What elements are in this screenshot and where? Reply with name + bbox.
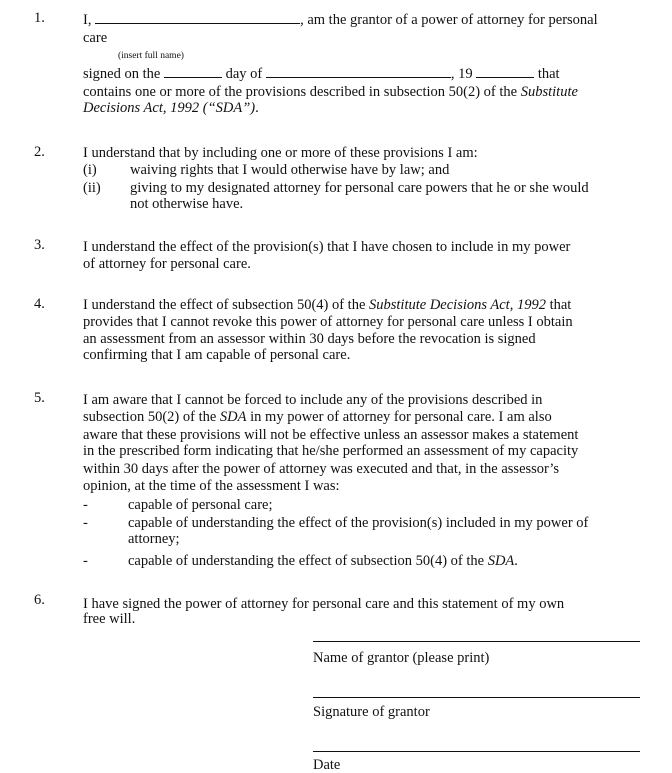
grantor-signature-label: Signature of grantor (313, 704, 430, 720)
item-2-line-1: I understand that by including one or more of these provisions I am: (83, 145, 478, 161)
bullet-text: attorney; (128, 531, 180, 547)
item-1-line-2: care (83, 30, 108, 46)
bullet-dash: - (83, 515, 88, 531)
item-4-line-4: confirming that I am capable of personal care. (83, 347, 351, 363)
item-6-line-2: free will. (83, 611, 136, 627)
day-blank[interactable] (164, 66, 222, 78)
grantor-name-blank[interactable] (95, 12, 300, 24)
bullet-dash: - (83, 553, 88, 569)
item-1-line-4: contains one or more of the provisions described in subsection 50(2) of the Substitute (83, 84, 578, 100)
item-1-line-5: Decisions Act, 1992 (“SDA”). (83, 100, 259, 116)
item-3-line-2: of attorney for personal care. (83, 256, 251, 272)
grantor-signature-line[interactable] (313, 697, 640, 698)
item-number: 3. (34, 237, 45, 253)
item-number: 4. (34, 296, 45, 312)
year-blank[interactable] (476, 66, 534, 78)
date-label: Date (313, 757, 341, 773)
insert-name-hint: (insert full name) (118, 51, 184, 61)
item-4-line-2: provides that I cannot revoke this power of attorney for personal care unless I obtain (83, 314, 573, 330)
item-number: 6. (34, 592, 45, 608)
item-4-line-1: I understand the effect of subsection 50(4) of the Substitute Decisions Act, 1992 that (83, 297, 572, 313)
item-4-line-3: an assessment from an assessor within 30 days before the revocation is signed (83, 331, 536, 347)
item-3-line-1: I understand the effect of the provision(s) that I have chosen to include in my power (83, 239, 571, 255)
item-1-line-3: signed on the day of , 19 that (83, 66, 560, 82)
sub-text: waiving rights that I would otherwise have by law; and (130, 162, 450, 178)
item-1-line-1: I, , am the grantor of a power of attorney for personal (83, 12, 598, 28)
date-line[interactable] (313, 751, 640, 752)
sub-text: not otherwise have. (130, 196, 244, 212)
item-5-line-2: subsection 50(2) of the SDA in my power of attorney for personal care. I am also (83, 409, 552, 425)
sub-text: giving to my designated attorney for personal care powers that he or she would (130, 180, 589, 196)
month-blank[interactable] (266, 66, 451, 78)
grantor-name-line[interactable] (313, 641, 640, 642)
item-number: 5. (34, 390, 45, 406)
item-5-line-5: within 30 days after the power of attorney was executed and that, in the assessor’s (83, 461, 560, 477)
item-5-line-6: opinion, at the time of the assessment I was: (83, 478, 340, 494)
sub-label: (i) (83, 162, 97, 178)
item-number: 2. (34, 144, 45, 160)
item-6-line-1: I have signed the power of attorney for personal care and this statement of my own (83, 596, 565, 612)
bullet-text: capable of understanding the effect of subsection 50(4) of the SDA. (128, 553, 518, 569)
item-5-line-4: in the prescribed form indicating that he/she performed an assessment of my capacity (83, 443, 579, 459)
bullet-text: capable of understanding the effect of the provision(s) included in my power of (128, 515, 589, 531)
grantor-name-label: Name of grantor (please print) (313, 650, 490, 666)
item-5-line-3: aware that these provisions will not be effective unless an assessor makes a statement (83, 427, 579, 443)
item-5-line-1: I am aware that I cannot be forced to include any of the provisions described in (83, 392, 543, 408)
item-number: 1. (34, 10, 45, 26)
bullet-text: capable of personal care; (128, 497, 273, 513)
bullet-dash: - (83, 497, 88, 513)
sub-label: (ii) (83, 180, 101, 196)
